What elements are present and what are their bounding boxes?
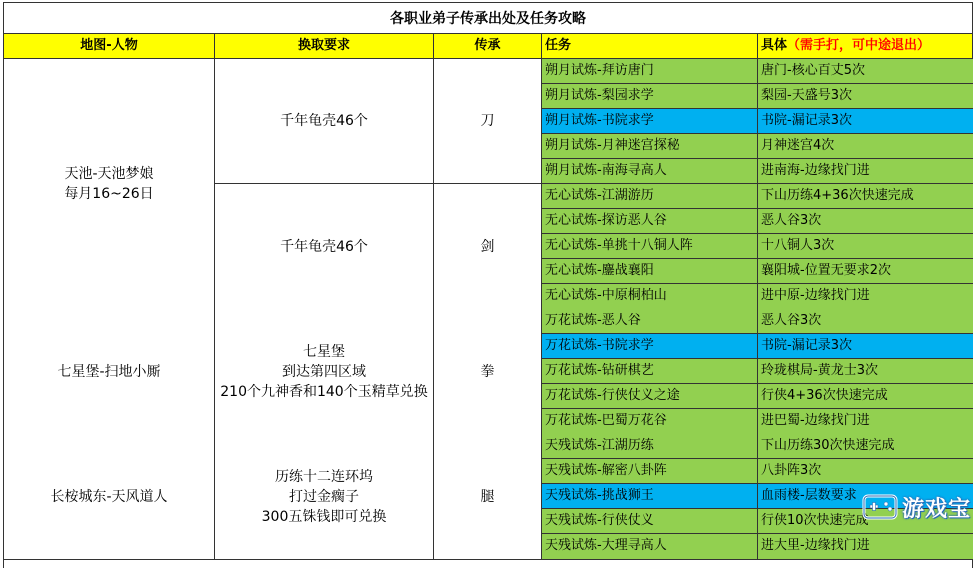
header-detail-note: （需手打，可中途退出） <box>787 38 931 53</box>
task-cell: 朔月试炼-南海寻高人 <box>542 159 758 184</box>
task-cell: 天残试炼-解密八卦阵 <box>542 459 758 484</box>
detail-cell: 八卦阵3次 <box>758 459 973 484</box>
detail-cell: 玲珑棋局-黄龙士3次 <box>758 359 973 384</box>
task-cell: 无心试炼-江湖游历 <box>542 184 758 209</box>
location-cell <box>4 309 215 434</box>
inherit-cell: 拳 <box>434 309 542 434</box>
detail-cell: 书院-漏记录3次 <box>758 334 973 359</box>
location-line: 七星堡-扫地小厮 <box>57 363 161 380</box>
detail-cell: 行侠4+36次快速完成 <box>758 384 973 409</box>
task-cell: 朔月试炼-书院求学 <box>542 109 758 134</box>
task-cell: 万花试炼-恶人谷 <box>542 309 758 334</box>
requirement-line: 到达第四区域 <box>281 363 366 380</box>
table-group <box>4 309 972 435</box>
requirement-line: 210个九神香和140个玉精草兑换 <box>220 383 428 400</box>
detail-cell: 十八铜人3次 <box>758 234 973 259</box>
requirement-cell <box>215 309 434 434</box>
task-cell: 天残试炼-大理寻高人 <box>542 534 758 559</box>
detail-cell: 进中原-边缘找门进 <box>758 284 973 309</box>
inherit-cell: 刀 <box>434 59 542 184</box>
requirement-cell <box>215 184 434 309</box>
header-detail <box>758 34 973 58</box>
detail-cell: 下山历练30次快速完成 <box>758 434 973 459</box>
detail-cell: 进大里-边缘找门进 <box>758 534 973 559</box>
table-group <box>4 59 972 310</box>
requirement-line: 千年龟壳46个 <box>280 113 368 129</box>
header-detail-label: 具体 <box>761 38 788 53</box>
location-line: 长桉城东-天风道人 <box>50 488 168 505</box>
table-title: 各职业弟子传承出处及任务攻略 <box>4 2 972 34</box>
header-row <box>4 34 972 59</box>
requirement-line: 打过金瘸子 <box>288 488 359 505</box>
watermark-text: 游戏宝 <box>902 496 972 522</box>
detail-cell: 梨园-天盛号3次 <box>758 84 973 109</box>
task-cell: 朔月试炼-梨园求学 <box>542 84 758 109</box>
location-cell <box>4 59 215 309</box>
task-cell: 朔月试炼-拜访唐门 <box>542 59 758 84</box>
detail-cell: 月神迷宫4次 <box>758 134 973 159</box>
location-cell <box>4 434 215 559</box>
task-cell: 天残试炼-江湖历练 <box>542 434 758 459</box>
inherit-cell: 剑 <box>434 184 542 309</box>
header-inherit: 传承 <box>434 34 542 58</box>
detail-cell: 下山历练4+36次快速完成 <box>758 184 973 209</box>
strategy-table <box>3 2 973 568</box>
location-line: 每月16~26日 <box>64 186 154 202</box>
task-cell: 朔月试炼-月神迷宫探秘 <box>542 134 758 159</box>
inherit-cell: 腿 <box>434 434 542 559</box>
header-task: 任务 <box>542 34 758 58</box>
requirement-cell <box>215 434 434 559</box>
requirement-line: 历练十二连环坞 <box>274 468 373 485</box>
task-cell: 无心试炼-探访恶人谷 <box>542 209 758 234</box>
detail-cell: 恶人谷3次 <box>758 209 973 234</box>
task-cell: 无心试炼-单挑十八铜人阵 <box>542 234 758 259</box>
detail-cell: 襄阳城-位置无要求2次 <box>758 259 973 284</box>
task-cell: 万花试炼-巴蜀万花谷 <box>542 409 758 434</box>
detail-cell: 行侠10次快速完成 <box>758 509 973 534</box>
detail-cell: 进南海-边缘找门进 <box>758 159 973 184</box>
task-cell: 天残试炼-行侠仗义 <box>542 509 758 534</box>
task-cell: 无心试炼-鏖战襄阳 <box>542 259 758 284</box>
task-cell: 万花试炼-书院求学 <box>542 334 758 359</box>
requirement-cell <box>215 59 434 184</box>
requirement-line: 千年龟壳46个 <box>280 238 368 255</box>
location-line: 天池-天池梦娘 <box>64 166 154 182</box>
task-cell: 万花试炼-行侠仗义之途 <box>542 384 758 409</box>
table-group <box>4 434 972 560</box>
detail-cell: 恶人谷3次 <box>758 309 973 334</box>
detail-cell: 血雨楼-层数要求 <box>758 484 973 509</box>
header-requirement: 换取要求 <box>215 34 434 58</box>
detail-cell: 唐门-核心百丈5次 <box>758 59 973 84</box>
detail-cell: 进巴蜀-边缘找门进 <box>758 409 973 434</box>
detail-cell: 书院-漏记录3次 <box>758 109 973 134</box>
task-cell: 万花试炼-钻研棋艺 <box>542 359 758 384</box>
requirement-line: 七星堡 <box>302 343 345 360</box>
requirement-line: 300五铢钱即可兑换 <box>261 508 387 525</box>
task-cell: 无心试炼-中原桐柏山 <box>542 284 758 309</box>
task-cell: 天残试炼-挑战狮王 <box>542 484 758 509</box>
header-map-npc: 地图-人物 <box>4 34 215 58</box>
